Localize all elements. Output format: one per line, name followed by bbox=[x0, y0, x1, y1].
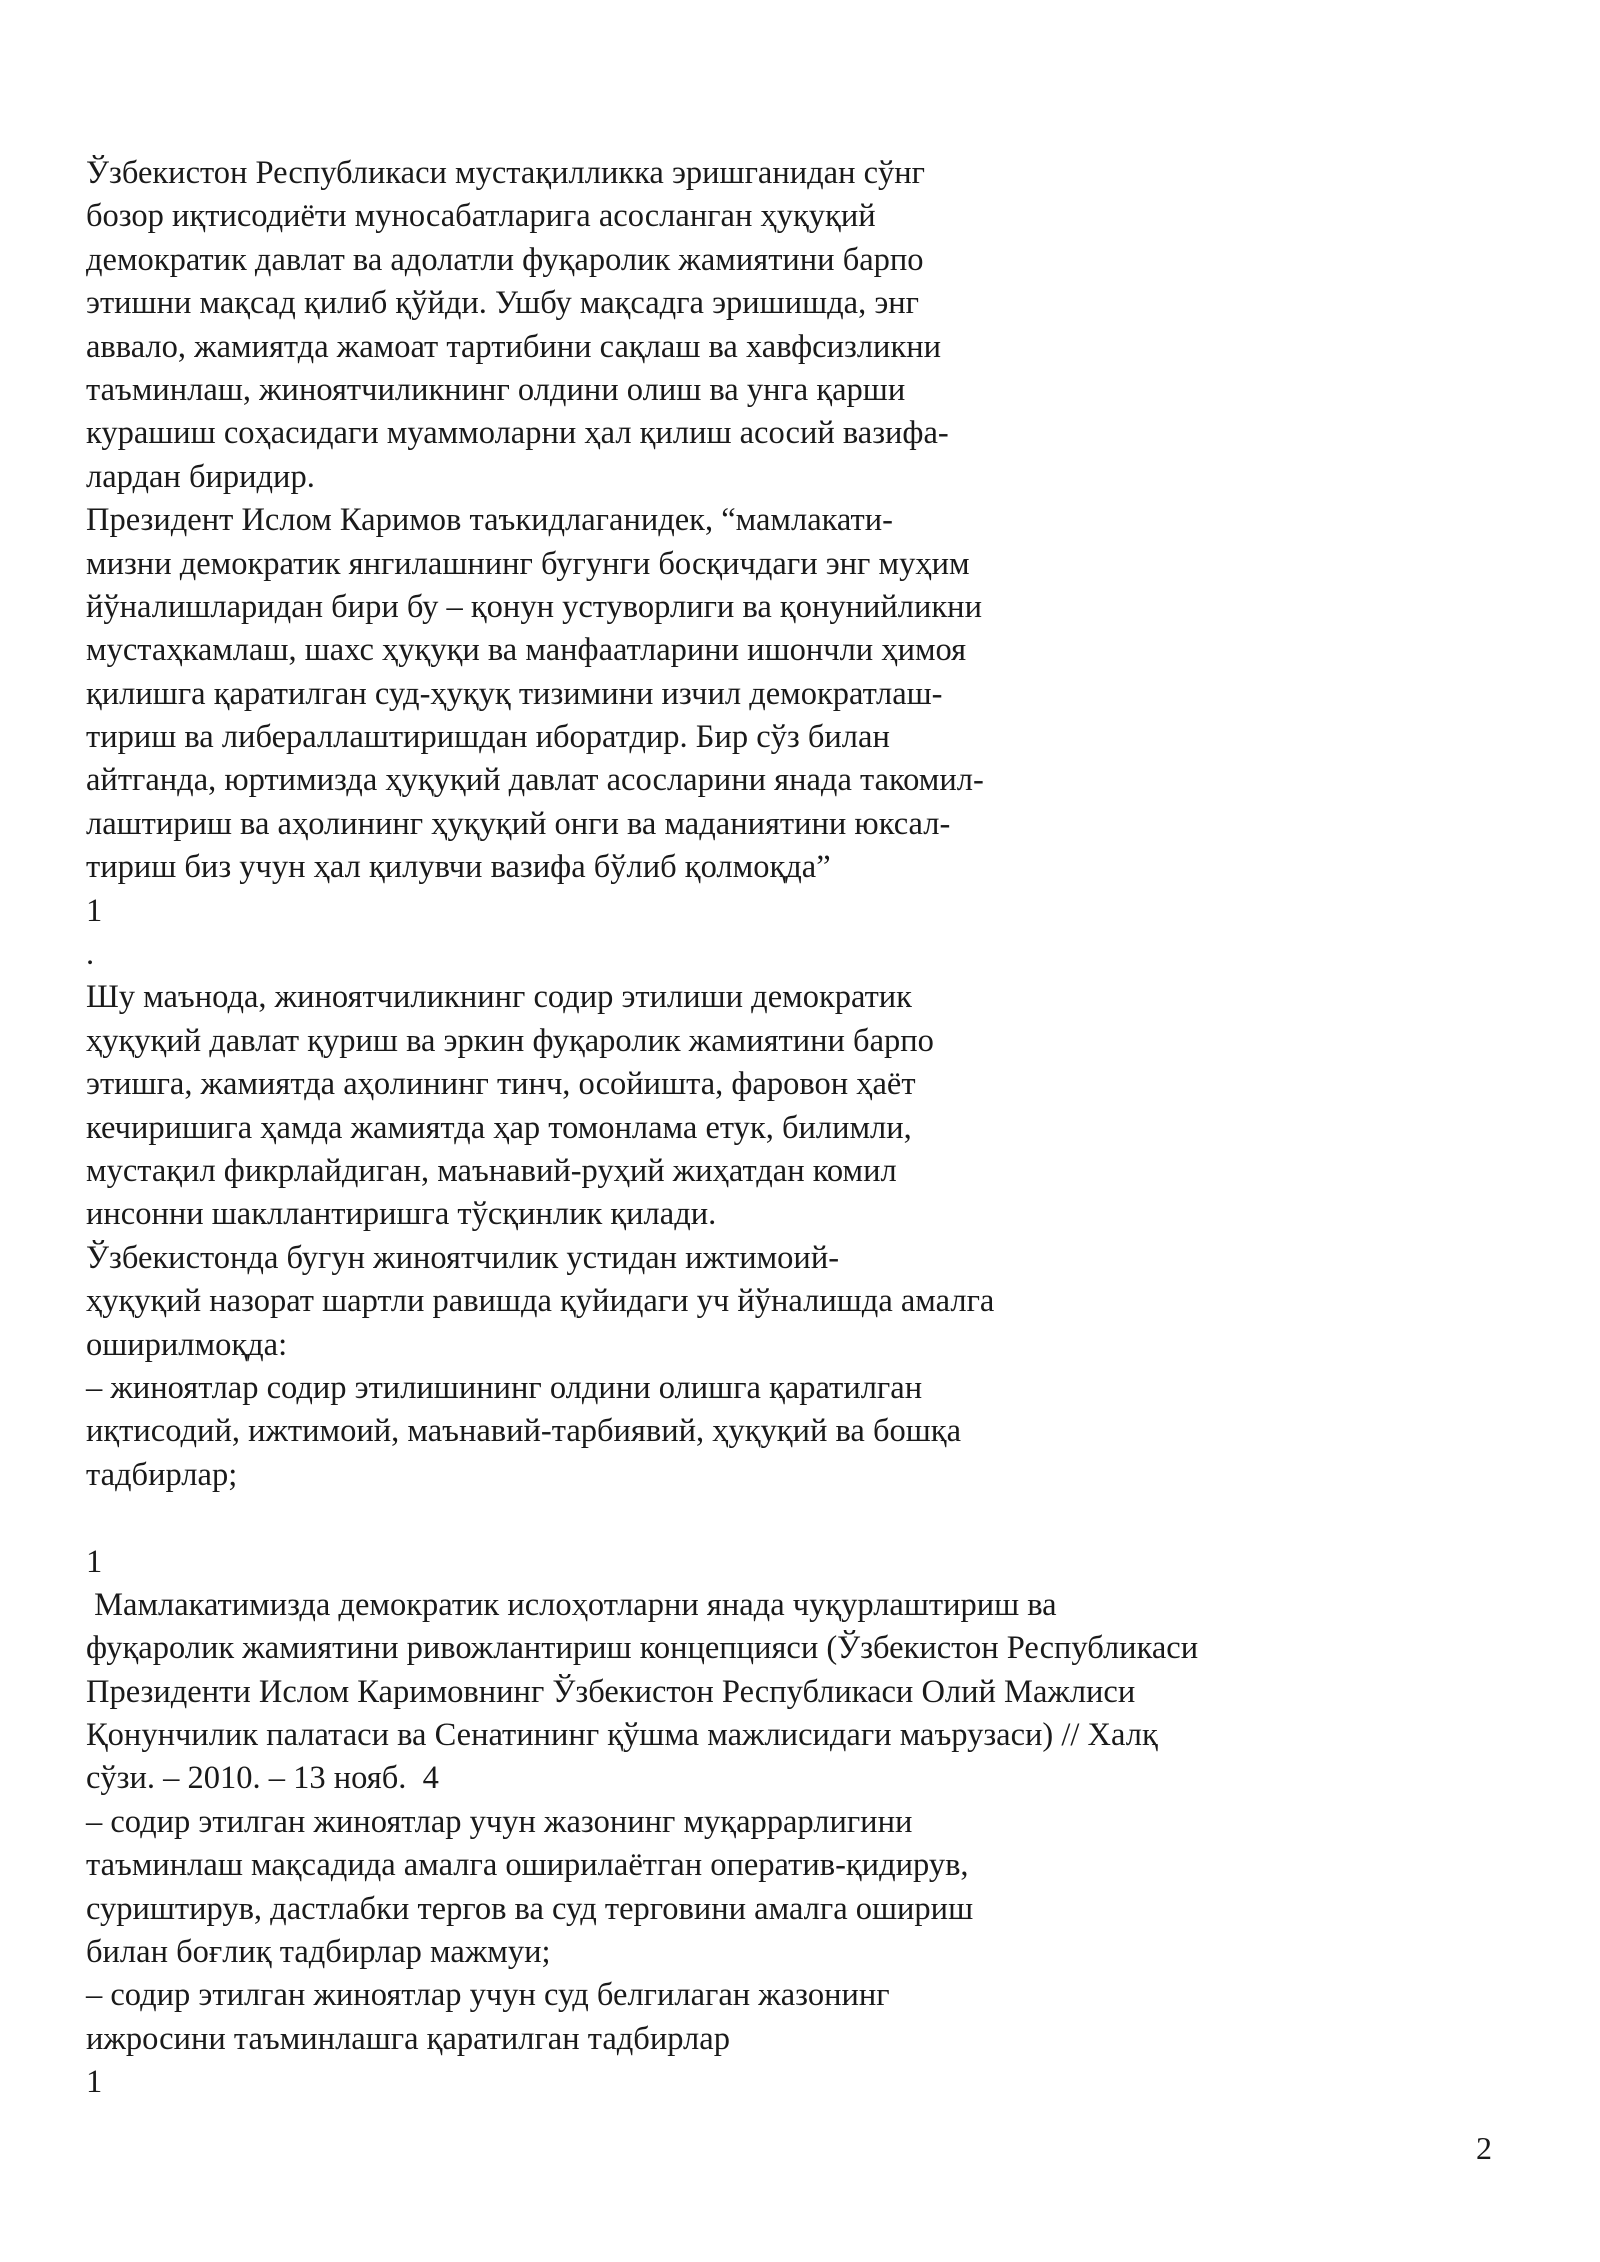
text-line: тириш ва либераллаштиришдан иборатдир. Бир сўз билан bbox=[86, 719, 890, 756]
text-line: Ўзбекистонда бугун жиноятчилик устидан ижтимоий- bbox=[86, 1239, 840, 1276]
text-line: . bbox=[86, 936, 95, 973]
text-line: таъминлаш мақсадида амалга оширилаётган оператив-қидирув, bbox=[86, 1847, 969, 1884]
footnote-reference: 1 bbox=[86, 2064, 103, 2101]
text-line: билан боғлиқ тадбирлар мажмуи; bbox=[86, 1934, 551, 1971]
text-line: мизни демократик янгилашнинг бугунги босқичдаги энг муҳим bbox=[86, 545, 970, 582]
text-line: аввало, жамиятда жамоат тартибини сақлаш ва хавфсизликни bbox=[86, 328, 942, 365]
text-line: таъминлаш, жиноятчиликнинг олдини олиш ва унга қарши bbox=[86, 371, 906, 408]
text-line: лаштириш ва аҳолининг ҳуқуқий онги ва маданиятини юксал- bbox=[86, 805, 951, 842]
text-line: тириш биз учун ҳал қилувчи вазифа бўлиб қолмоқда” bbox=[86, 849, 831, 886]
footnote-reference: 1 bbox=[86, 892, 103, 929]
text-line: йўналишларидан бири бу – қонун устуворлиги ва қонунийликни bbox=[86, 588, 982, 625]
text-line: бозор иқтисодиёти муносабатларига асосланган ҳуқуқий bbox=[86, 198, 876, 235]
footnote-text: Президенти Ислом Каримовнинг Ўзбекистон Республикаси Олий Мажлиси bbox=[86, 1673, 1136, 1710]
text-line: – содир этилган жиноятлар учун жазонинг муқаррарлигини bbox=[86, 1803, 913, 1840]
footnote-text: Мамлакатимизда демократик ислоҳотларни янада чуқурлаштириш ва bbox=[86, 1586, 1057, 1623]
text-line: демократик давлат ва адолатли фуқаролик жамиятини барпо bbox=[86, 241, 924, 278]
text-line: Ўзбекистон Республикаси мустақилликка эришганидан сўнг bbox=[86, 155, 926, 191]
footnote-text: Қонунчилик палатаси ва Сенатининг қўшма мажлисидаги маърузаси) // Халқ bbox=[86, 1717, 1158, 1754]
footnote-number: 1 bbox=[86, 1543, 103, 1580]
text-line: инсонни шакллантиришга тўсқинлик қилади. bbox=[86, 1196, 717, 1233]
text-line: тадбирлар; bbox=[86, 1456, 238, 1493]
footnote-text: фуқаролик жамиятини ривожлантириш концепцияси (Ўзбекистон Республикаси bbox=[86, 1630, 1199, 1667]
document-body bbox=[86, 152, 1506, 2105]
text-line: мустақил фикрлайдиган, маънавий-руҳий жиҳатдан комил bbox=[86, 1152, 897, 1189]
text-line: этишни мақсад қилиб қўйди. Ушбу мақсадга эришишда, энг bbox=[86, 285, 920, 322]
text-line: – содир этилган жиноятлар учун суд белгилаган жазонинг bbox=[86, 1977, 890, 2014]
text-line: айтганда, юртимизда ҳуқуқий давлат асосларини янада такомил- bbox=[86, 762, 984, 799]
text-line: – жиноятлар содир этилишининг олдини олишга қаратилган bbox=[86, 1369, 923, 1406]
text-line: этишга, жамиятда аҳолининг тинч, осойишта, фаровон ҳаёт bbox=[86, 1066, 916, 1103]
paragraph-gap bbox=[86, 1497, 1506, 1540]
text-line: мустаҳкамлаш, шахс ҳуқуқи ва манфаатларини ишончли ҳимоя bbox=[86, 632, 967, 669]
footnote-text: сўзи. – 2010. – 13 нояб. 4 bbox=[86, 1760, 439, 1797]
text-line: лардан биридир. bbox=[86, 458, 315, 495]
text-line: қилишга қаратилган суд-ҳуқуқ тизимини изчил демократлаш- bbox=[86, 675, 943, 712]
text-line: суриштирув, дастлабки тергов ва суд терговини амалга ошириш bbox=[86, 1890, 974, 1927]
text-line: оширилмоқда: bbox=[86, 1326, 288, 1363]
text-line: Президент Ислом Каримов таъкидлаганидек, “мамлакати- bbox=[86, 502, 893, 539]
text-line: ҳуқуқий давлат қуриш ва эркин фуқаролик жамиятини барпо bbox=[86, 1022, 934, 1059]
page-number: 2 bbox=[1476, 2130, 1492, 2166]
text-line: Шу маънода, жиноятчиликнинг содир этилиши демократик bbox=[86, 979, 912, 1016]
text-line: ижросини таъминлашга қаратилган тадбирлар bbox=[86, 2020, 730, 2057]
text-line: курашиш соҳасидаги муаммоларни ҳал қилиш асосий вазифа- bbox=[86, 415, 949, 452]
text-line: ҳуқуқий назорат шартли равишда қуйидаги уч йўналишда амалга bbox=[86, 1283, 995, 1320]
text-line: кечиришига ҳамда жамиятда ҳар томонлама етук, билимли, bbox=[86, 1109, 912, 1146]
text-line: иқтисодий, ижтимоий, маънавий-тарбиявий, ҳуқуқий ва бошқа bbox=[86, 1413, 961, 1450]
